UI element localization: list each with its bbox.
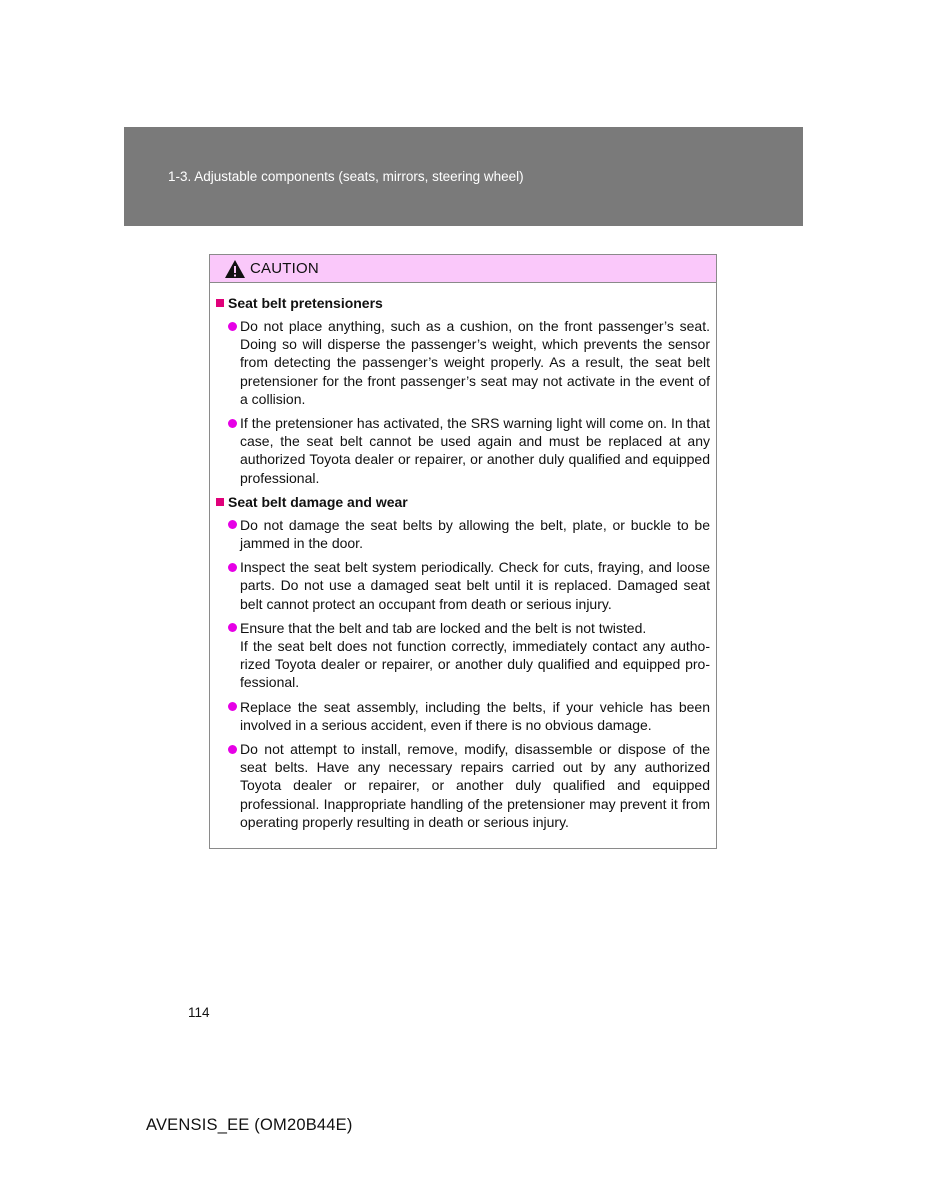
round-bullet-icon xyxy=(228,623,237,632)
caution-item-text: Ensure that the belt and tab are locked and the belt is not twisted. xyxy=(240,619,647,636)
section-heading-text: Seat belt pretensioners xyxy=(228,295,383,311)
caution-item xyxy=(216,740,710,831)
section-heading xyxy=(216,294,710,312)
square-bullet-icon xyxy=(216,498,224,506)
caution-item xyxy=(216,698,710,734)
round-bullet-icon xyxy=(228,419,237,428)
caution-item xyxy=(216,558,710,613)
caution-item xyxy=(216,516,710,552)
section-heading xyxy=(216,493,710,511)
caution-item-text: Do not attempt to install, remove, modify, disassemble or dispose of the seat belts. Have any necessary repairs carried out by any authorized Toyota dealer or repairer, or another duly qualified and equipped professional. Inappropriate handling of the pretensioner may prevent it from operating properly resulting in death or serious injury. xyxy=(240,741,710,830)
caution-item xyxy=(216,414,710,487)
round-bullet-icon xyxy=(228,745,237,754)
caution-box xyxy=(209,254,717,849)
caution-item-text: Inspect the seat belt system periodically. Check for cuts, fraying, and loose parts. Do not use a damaged seat belt until it is replaced. Damaged seat belt cannot protect an occupant from death or serious injury. xyxy=(240,559,710,612)
section-header-band xyxy=(124,127,803,226)
round-bullet-icon xyxy=(228,322,237,331)
caution-item-text: If the seat belt does not function correctly, immediately contact any authorized Toyota dealer or repairer, or another duly qualified and equipped professional. xyxy=(240,638,710,691)
section-title: 1-3. Adjustable components (seats, mirrors, steering wheel) xyxy=(168,169,524,184)
round-bullet-icon xyxy=(228,702,237,711)
caution-body xyxy=(210,283,716,831)
document-code: AVENSIS_EE (OM20B44E) xyxy=(146,1116,353,1134)
caution-item-text: Do not place anything, such as a cushion, on the front passenger’s seat. Doing so will disperse the passenger’s weight, which prevents the sensor from detecting the passenger’s weight properly. As a result, the seat belt pretensioner for the front passenger’s seat may not activate in the event of a collision. xyxy=(240,318,710,407)
section-heading-text: Seat belt damage and wear xyxy=(228,493,408,510)
square-bullet-icon xyxy=(216,299,224,307)
caution-item-text: Replace the seat assembly, including the belts, if your vehicle has been involved in a serious accident, even if there is no obvious damage. xyxy=(240,698,710,733)
caution-label: CAUTION xyxy=(250,260,319,277)
round-bullet-icon xyxy=(228,520,237,529)
round-bullet-icon xyxy=(228,563,237,572)
caution-header xyxy=(210,255,716,283)
caution-item-text: Do not damage the seat belts by allowing the belt, plate, or buckle to be jammed in the door. xyxy=(240,516,710,552)
caution-item xyxy=(216,619,710,692)
caution-item-text: If the pretensioner has activated, the SRS warning light will come on. In that case, the seat belt cannot be used again and must be replaced at any authorized Toyota dealer or repairer, or another duly qualified and equipped professional. xyxy=(240,415,710,486)
caution-item xyxy=(216,317,710,408)
page-number: 114 xyxy=(188,1005,210,1020)
warning-triangle-icon xyxy=(224,259,246,279)
